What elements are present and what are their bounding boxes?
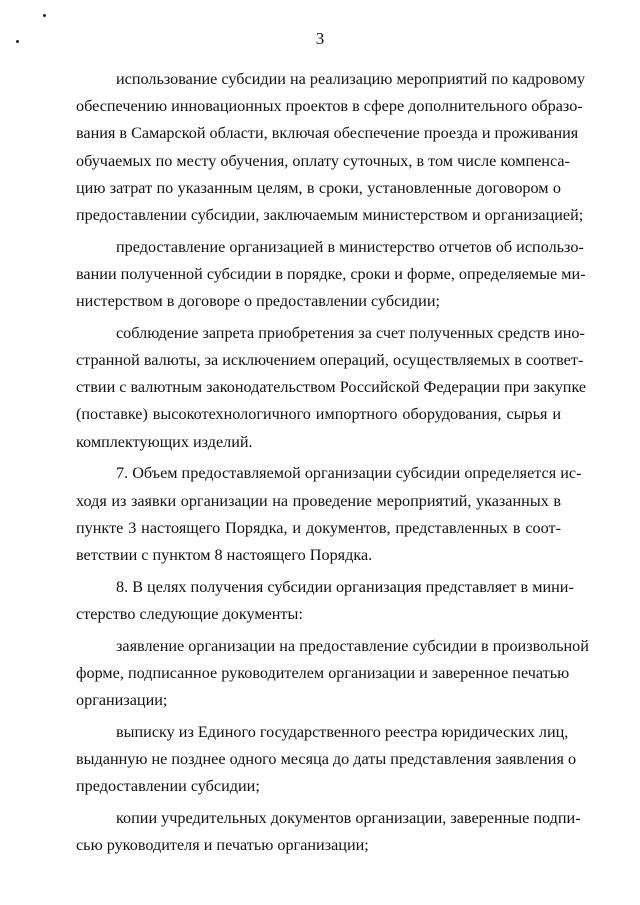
paragraph [76,633,589,715]
paragraph [76,805,581,859]
paragraph-line: форме, подписанное руководителем организации и заверенное печатью [76,663,570,682]
paragraph-line: стерство следующие документы: [76,604,303,623]
paragraph-line: нистерством в договоре о предоставлении субсидии; [76,292,440,311]
paragraph [76,234,586,316]
paragraph [76,320,587,456]
paragraph-line: организации; [76,690,168,709]
paragraph-line: цию затрат по указанным целям, в сроки, установленные договором о [76,178,561,197]
paragraph-line: вания в Самарской области, включая обеспечение проезда и проживания [76,124,579,143]
paragraph [76,460,582,569]
paragraph-line: соблюдение запрета приобретения за счет полученных средств ино- [116,323,585,342]
scan-speck [43,14,46,17]
paragraph-line: вании полученной субсидии в порядке, сроки и форме, определяемые ми- [76,264,586,283]
paragraph-line: выданную не позднее одного месяца до даты представления заявления о [76,749,577,768]
paragraph [76,66,586,229]
paragraph-line: предоставление организацией в министерство отчетов об использо- [116,237,584,256]
paragraph-line: использование субсидии на реализацию мероприятий по кадровому [116,70,586,88]
paragraph-line: обеспечению инновационных проектов в сфере дополнительного образо- [76,97,583,116]
paragraph [76,574,574,628]
paragraph-line: 7. Объем предоставляемой организации субсидии определяется ис- [116,464,582,483]
paragraph-line: копии учредительных документов организации, заверенные подпи- [116,808,581,827]
page-number: 3 [315,29,325,48]
paragraph-line: ходя из заявки организации на проведение мероприятий, указанных в [76,491,561,510]
paragraph-line: ствии с валютным законодательством Российской Федерации при закупке [76,378,587,397]
paragraph-line: 8. В целях получения субсидии организация представляет в мини- [116,577,574,596]
paragraph-line: предоставлении субсидии; [76,777,260,796]
paragraph [76,719,577,801]
paragraph-line: странной валюты, за исключением операций, осуществляемых в соответ- [76,351,584,370]
paragraph-line: заявление организации на предоставление субсидии в произвольной [116,636,589,655]
paragraph-line: сью руководителя и печатью организации; [76,835,369,854]
paragraph-line: пункте 3 настоящего Порядка, и документов, представленных в соот- [76,518,561,537]
paragraph-line: предоставлении субсидии, заключаемым министерством и организацией; [76,206,584,225]
paragraph-line: комплектующих изделий. [76,432,253,451]
paragraph-line: обучаемых по месту обучения, оплату суточных, в том числе компенса- [76,151,570,170]
paragraph-line: (поставке) высокотехнологичного импортного оборудования, сырья и [76,405,561,424]
paragraph-line: выписку из Единого государственного реестра юридических лиц, [116,722,569,741]
document-body [76,66,589,864]
paragraph-line: ветствии с пунктом 8 настоящего Порядка. [76,545,373,564]
